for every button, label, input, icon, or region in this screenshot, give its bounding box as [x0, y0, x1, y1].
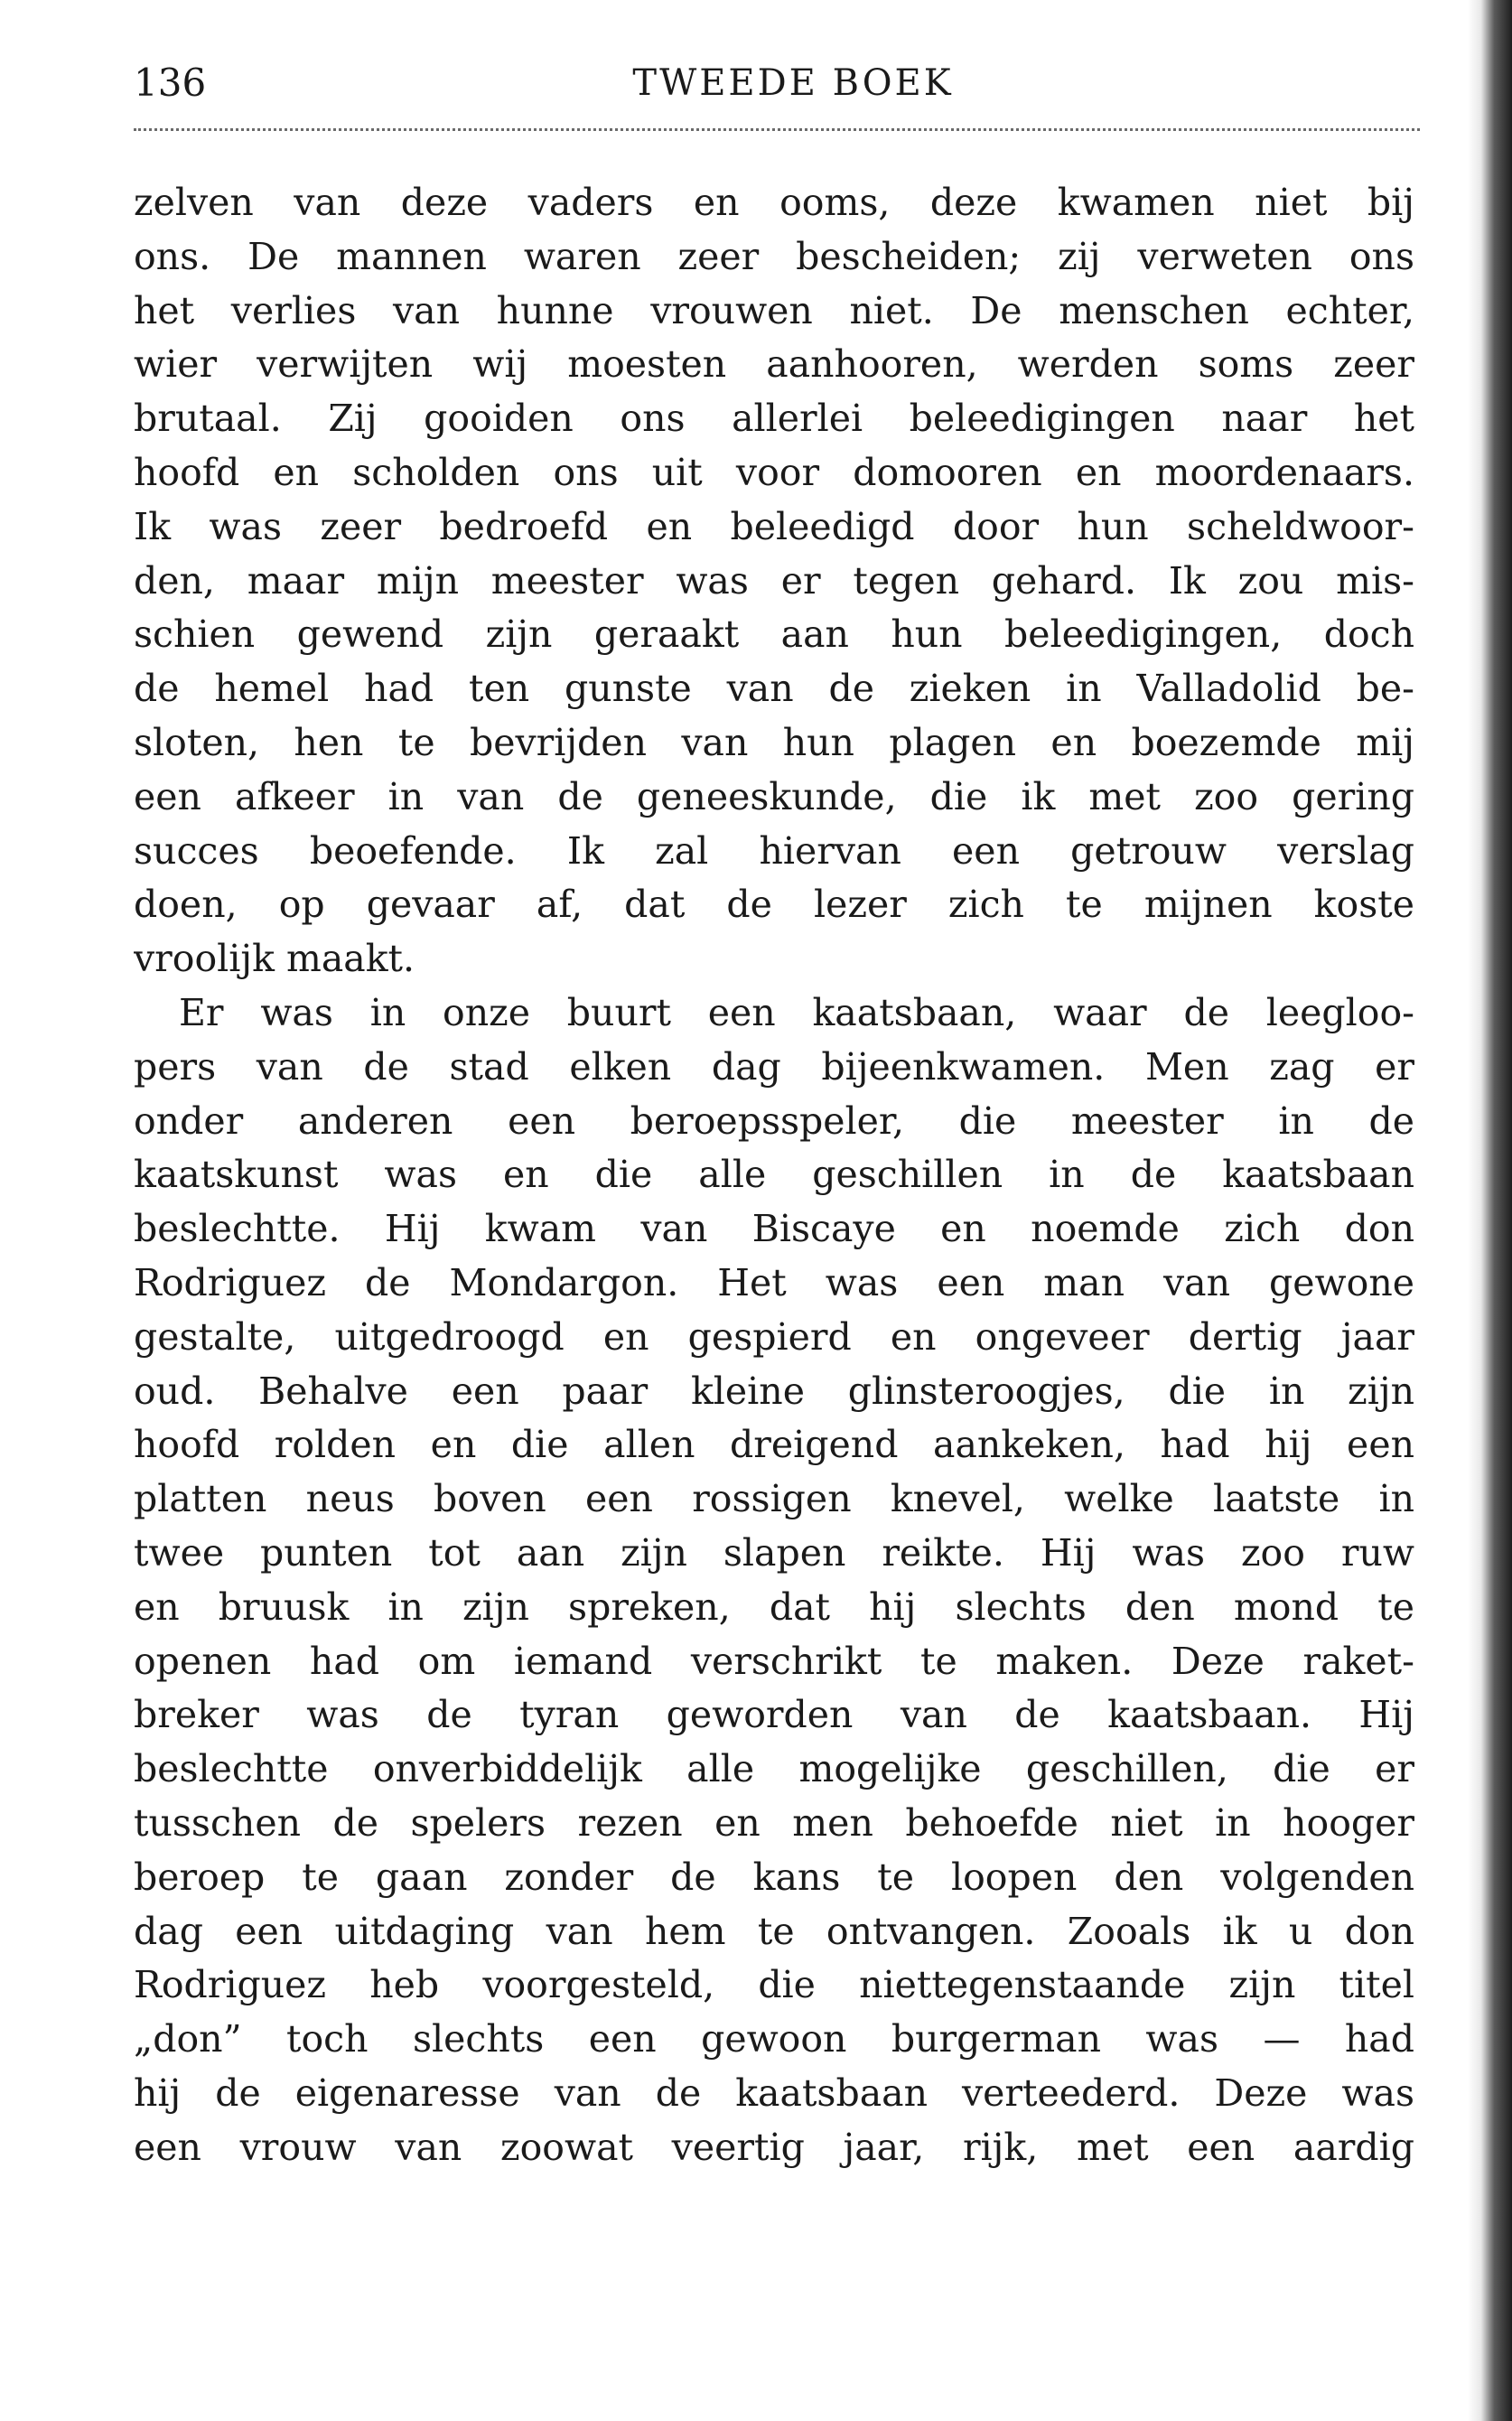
text-line: succes beoefende. Ik zal hiervan een getrouw verslag: [134, 828, 1414, 873]
text-line: Rodriguez heb voorgesteld, die niettegenstaande zijn titel: [134, 1963, 1414, 2007]
text-line: een vrouw van zoowat veertig jaar, rijk, met een aardig: [134, 2125, 1414, 2169]
paragraph-end-line: vroolijk maakt.: [134, 937, 415, 981]
text-line: hoofd rolden en die allen dreigend aankeken, had hij een: [134, 1423, 1414, 1467]
text-line: onder anderen een beroepsspeler, die meester in de: [134, 1098, 1414, 1143]
header-divider: [134, 128, 1420, 131]
scan-edge-shadow: [1468, 0, 1512, 2421]
page-header: [134, 56, 1420, 110]
text-line: en bruusk in zijn spreken, dat hij slechts den mond te: [134, 1584, 1414, 1629]
text-line: Rodriguez de Mondargon. Het was een man van gewone: [134, 1260, 1414, 1304]
text-line: sloten, hen te bevrijden van hun plagen en boezemde mij: [134, 720, 1414, 764]
text-line: wier verwijten wij moesten aanhooren, werden soms zeer: [134, 342, 1414, 387]
text-line: ons. De mannen waren zeer bescheiden; zij verweten ons: [134, 234, 1414, 278]
text-line: hoofd en scholden ons uit voor domooren en moordenaars.: [134, 450, 1414, 494]
text-line: openen had om iemand verschrikt te maken. Deze raket-: [134, 1639, 1414, 1683]
text-line: breker was de tyran geworden van de kaatsbaan. Hij: [134, 1693, 1414, 1737]
text-line: beslechtte. Hij kwam van Biscaye en noemde zich don: [134, 1207, 1414, 1251]
body-text: [134, 176, 1414, 2174]
text-line: den, maar mijn meester was er tegen gehard. Ik zou mis-: [134, 558, 1414, 603]
text-line: kaatskunst was en die alle geschillen in de kaatsbaan: [134, 1153, 1414, 1197]
text-line: Ik was zeer bedroefd en beleedigd door hun scheldwoor-: [134, 504, 1414, 548]
text-line: de hemel had ten gunste van de zieken in Valladolid be-: [134, 667, 1414, 711]
text-line: een afkeer in van de geneeskunde, die ik met zoo gering: [134, 774, 1414, 818]
text-line: oud. Behalve een paar kleine glinsteroogjes, die in zijn: [134, 1369, 1414, 1413]
text-line: zelven van deze vaders en ooms, deze kwamen niet bij: [134, 181, 1414, 224]
text-line: „don” toch slechts een gewoon burgerman was — had: [134, 2017, 1414, 2061]
running-title: TWEEDE BOEK: [632, 62, 954, 104]
text-line: tusschen de spelers rezen en men behoefde niet in hooger: [134, 1800, 1414, 1845]
text-line: brutaal. Zij gooiden ons allerlei beleedigingen naar het: [134, 397, 1414, 441]
text-line: dag een uitdaging van hem te ontvangen. Zooals ik u don: [134, 1909, 1414, 1953]
text-line: het verlies van hunne vrouwen niet. De menschen echter,: [134, 288, 1414, 332]
text-line: schien gewend zijn geraakt aan hun beleedigingen, doch: [134, 612, 1414, 657]
text-line: gestalte, uitgedroogd en gespierd en ongeveer dertig jaar: [134, 1314, 1414, 1359]
text-line: platten neus boven een rossigen knevel, welke laatste in: [134, 1477, 1414, 1521]
text-line: pers van de stad elken dag bijeenkwamen. Men zag er: [134, 1044, 1414, 1089]
paragraph-start-line: Er was in onze buurt een kaatsbaan, waar de leegloo-: [179, 990, 1414, 1034]
page-number: 136: [134, 61, 207, 105]
text-line: twee punten tot aan zijn slapen reikte. Hij was zoo ruw: [134, 1530, 1414, 1575]
text-line: hij de eigenaresse van de kaatsbaan verteederd. Deze was: [134, 2070, 1414, 2115]
text-line: doen, op gevaar af, dat de lezer zich te mijnen koste: [134, 883, 1414, 927]
text-line: beslechtte onverbiddelijk alle mogelijke geschillen, die er: [134, 1747, 1414, 1791]
text-line: beroep te gaan zonder de kans te loopen den volgenden: [134, 1855, 1414, 1899]
